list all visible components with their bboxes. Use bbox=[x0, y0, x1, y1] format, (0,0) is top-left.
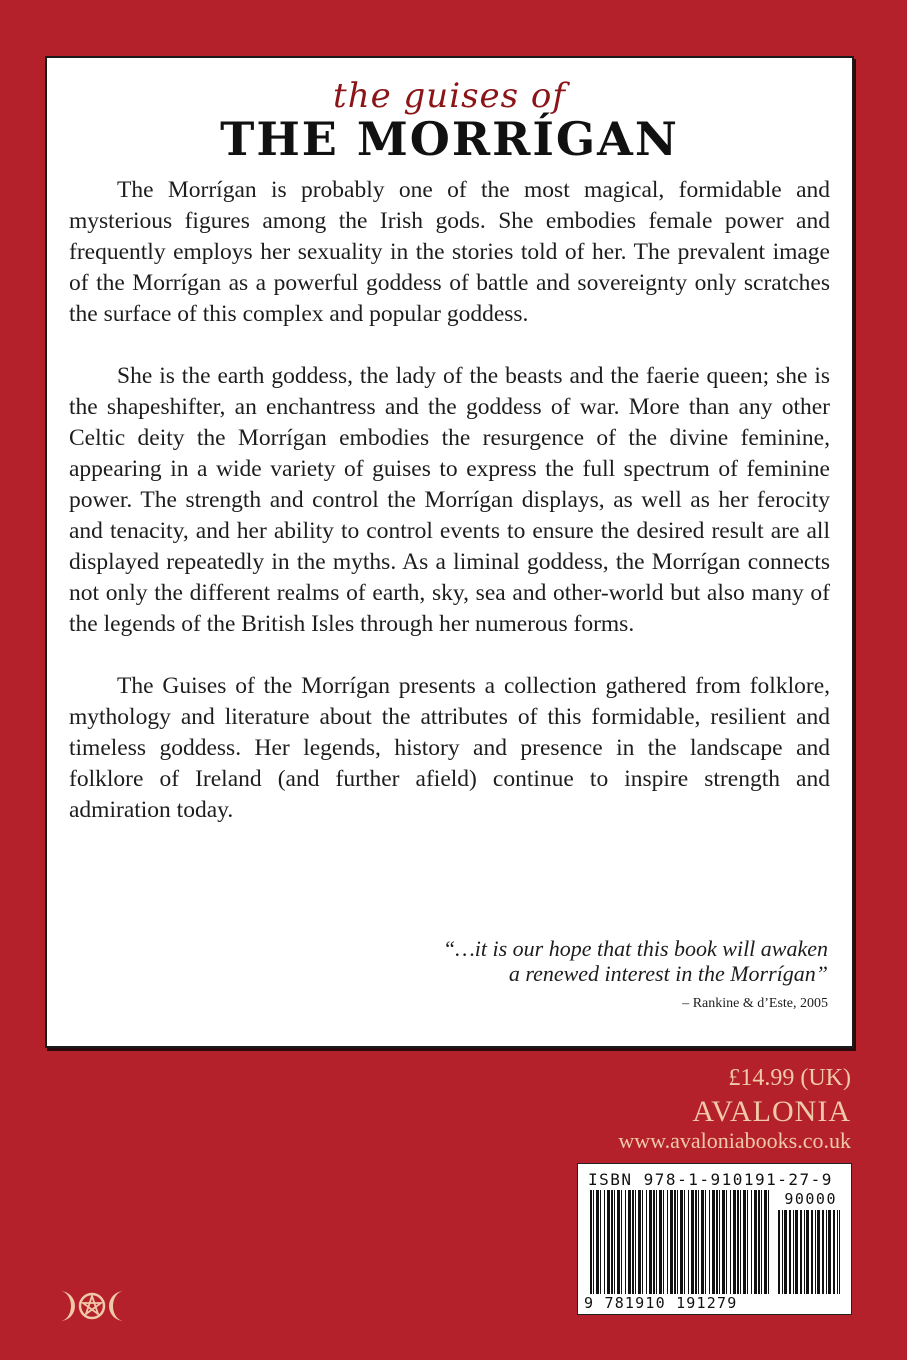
title-line-1: the guises of bbox=[333, 76, 566, 116]
triple-moon-pentagram-icon bbox=[52, 1288, 132, 1324]
addon-code: 90000 bbox=[784, 1190, 837, 1208]
pull-quote bbox=[443, 936, 828, 986]
publisher-name: AVALONIA bbox=[692, 1095, 851, 1128]
publisher-website: www.avaloniabooks.co.uk bbox=[618, 1128, 851, 1153]
ean-digits: 9 781910 191279 bbox=[584, 1294, 738, 1312]
blurb-paragraph-3: The Guises of the Morrígan presents a collection gathered from folklore, mythology and literature about the attributes of this formidable, resilient and timeless goddess. Her legends, history and presence in the landscape and folklore of Ireland (and further afield) continue to inspire strength and admiration today. bbox=[69, 673, 830, 823]
title-line-2: THE MORRÍGAN bbox=[220, 112, 679, 166]
quote-line-2: a renewed interest in the Morrígan” bbox=[508, 961, 828, 986]
blurb-paragraph-1: The Morrígan is probably one of the most magical, formidable and mysterious figures among the Irish gods. She embodies female power and frequently employs her sexuality in the stories told of her. The prevalent image of the Morrígan as a powerful goddess of battle and sovereignty only scratches the surface of this complex and popular goddess. bbox=[69, 177, 830, 327]
back-cover-panel bbox=[45, 56, 854, 1048]
barcode-bars bbox=[590, 1190, 770, 1294]
barcode bbox=[577, 1163, 852, 1315]
blurb bbox=[69, 175, 830, 826]
blurb-paragraph-2: She is the earth goddess, the lady of the beasts and the faerie queen; she is the shapeshifter, an enchantress and the goddess of war. More than any other Celtic deity the Morrígan embodies the resurgence of the divine feminine, appearing in a wide variety of guises to express the full spectrum of feminine power. The strength and control the Morrígan displays, as well as her ferocity and tenacity, and her ability to control events to ensure the desired result are all displayed repeatedly in the myths. As a liminal goddess, the Morrígan connects not only the different realms of earth, sky, sea and other-world but also many of the legends of the British Isles through her numerous forms. bbox=[69, 363, 830, 637]
addon-barcode-bars bbox=[778, 1210, 840, 1294]
isbn-text: ISBN 978-1-910191-27-9 bbox=[588, 1170, 833, 1189]
quote-attribution: – Rankine & d’Este, 2005 bbox=[682, 996, 828, 1011]
quote-line-1: “…it is our hope that this book will awaken bbox=[442, 936, 828, 961]
price: £14.99 (UK) bbox=[728, 1065, 851, 1091]
